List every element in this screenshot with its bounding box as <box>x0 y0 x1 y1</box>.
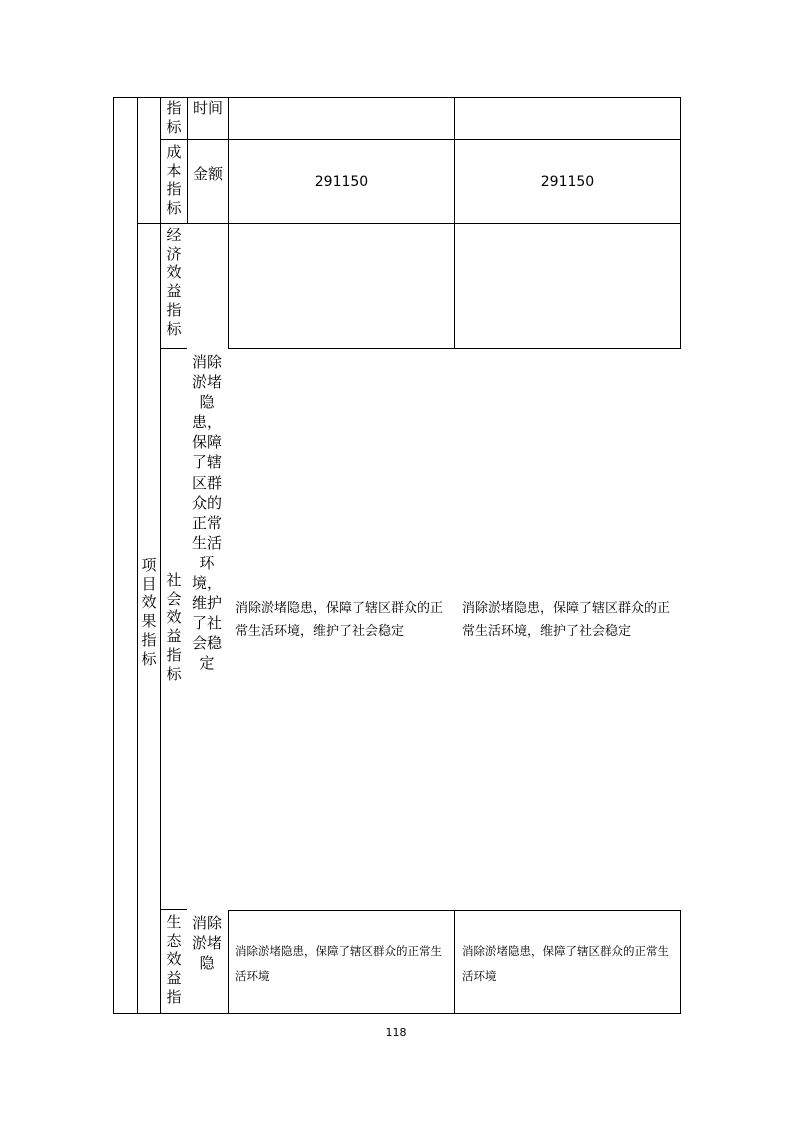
row4-value-1: 消除淤堵隐患，保障了辖区群众的正常生活环境，维护了社会稳定 <box>235 601 444 639</box>
row5-level2-label: 生态效益指 <box>166 913 182 1006</box>
row3-level2-label: 经济效益指标 <box>166 226 182 338</box>
border-right-bottom <box>680 910 681 1014</box>
row3-value-2 <box>455 224 680 348</box>
level1-label: 项目效果指标 <box>141 556 157 668</box>
row1-value-1 <box>229 98 454 139</box>
row1-indicator: 时间 <box>192 99 223 117</box>
border-row3-bottom-values <box>228 348 681 349</box>
border-row4-bottom-values <box>228 910 681 911</box>
row2-level2-label: 成本指标 <box>166 143 182 218</box>
border-bottom <box>113 1013 681 1014</box>
border-outer-left <box>113 97 114 1014</box>
row5-value-1: 消除淤堵隐患，保障了辖区群众的正常生活环境 <box>235 944 442 983</box>
row1-value-2 <box>455 98 680 139</box>
row5-value-2: 消除淤堵隐患，保障了辖区群众的正常生活环境 <box>462 944 669 983</box>
row3-value-1 <box>229 224 454 348</box>
row1-level2-label: 指标 <box>166 99 182 136</box>
row2-value-2: 291150 <box>540 173 595 190</box>
row4-level2-label: 社会效益指标 <box>166 571 182 683</box>
border-row4-bottom-label <box>160 909 187 910</box>
row5-indicator: 消除淤堵隐 <box>191 914 222 972</box>
row2-value-1: 291150 <box>314 173 369 190</box>
border-row3-bottom-label <box>160 348 187 349</box>
row4-indicator: 消除淤堵隐患，保障了辖区群众的正常生活环境，维护了社会稳定 <box>191 353 222 673</box>
border-value1-left-bottom <box>228 910 229 1014</box>
row4-value-2: 消除淤堵隐患，保障了辖区群众的正常生活环境，维护了社会稳定 <box>462 601 671 639</box>
border-value2-left-bottom <box>454 910 455 1014</box>
border-level2-right <box>160 97 161 1014</box>
border-level1-right <box>137 97 138 1014</box>
row2-indicator: 金额 <box>192 165 223 183</box>
page-number: 118 <box>385 1026 407 1039</box>
